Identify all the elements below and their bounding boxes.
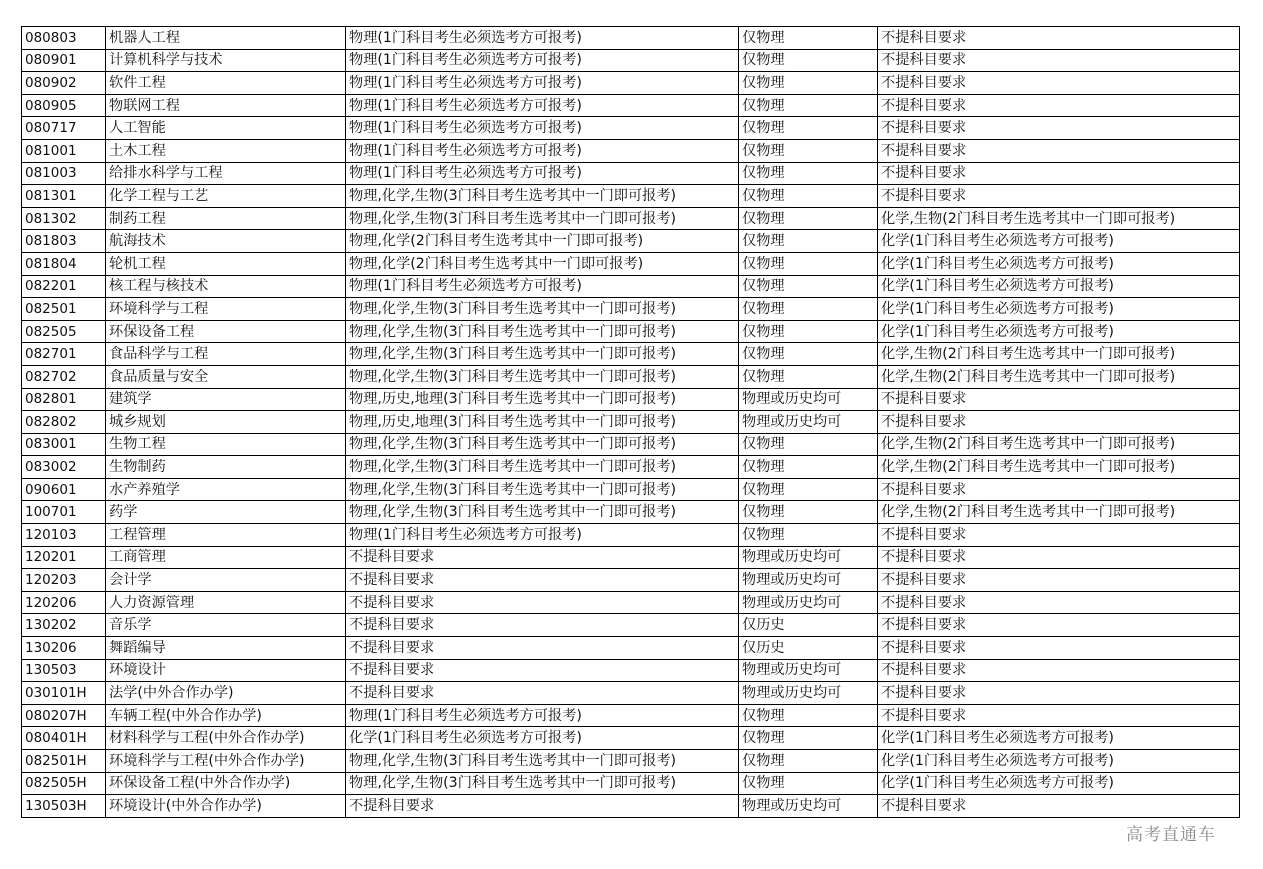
- first-choice-subject-cell: 物理或历史均可: [739, 411, 878, 434]
- major-code-cell: 130206: [22, 637, 106, 660]
- second-choice-subject-cell: 不提科目要求: [878, 478, 1240, 501]
- watermark-text: 高考直通车: [1126, 825, 1216, 845]
- first-choice-subject-cell: 物理或历史均可: [739, 546, 878, 569]
- first-choice-subject-cell: 仅物理: [739, 185, 878, 208]
- old-subject-requirement-cell: 物理,历史,地理(3门科目考生选考其中一门即可报考): [346, 411, 739, 434]
- old-subject-requirement-cell: 物理(1门科目考生必须选考方可报考): [346, 27, 739, 50]
- old-subject-requirement-cell: 物理,历史,地理(3门科目考生选考其中一门即可报考): [346, 388, 739, 411]
- table-row: [22, 772, 1240, 795]
- second-choice-subject-cell: 不提科目要求: [878, 569, 1240, 592]
- old-subject-requirement-cell: 物理,化学,生物(3门科目考生选考其中一门即可报考): [346, 456, 739, 479]
- old-subject-requirement-cell: 物理,化学,生物(3门科目考生选考其中一门即可报考): [346, 320, 739, 343]
- second-choice-subject-cell: 不提科目要求: [878, 659, 1240, 682]
- major-name-cell: 人工智能: [106, 117, 346, 140]
- second-choice-subject-cell: 化学(1门科目考生必须选考方可报考): [878, 727, 1240, 750]
- old-subject-requirement-cell: 物理(1门科目考生必须选考方可报考): [346, 139, 739, 162]
- second-choice-subject-cell: 不提科目要求: [878, 139, 1240, 162]
- major-code-cell: 082501: [22, 298, 106, 321]
- second-choice-subject-cell: 不提科目要求: [878, 591, 1240, 614]
- first-choice-subject-cell: 物理或历史均可: [739, 682, 878, 705]
- second-choice-subject-cell: 化学(1门科目考生必须选考方可报考): [878, 298, 1240, 321]
- second-choice-subject-cell: 化学,生物(2门科目考生选考其中一门即可报考): [878, 456, 1240, 479]
- table-row: [22, 117, 1240, 140]
- old-subject-requirement-cell: 不提科目要求: [346, 546, 739, 569]
- table-row: [22, 546, 1240, 569]
- second-choice-subject-cell: 不提科目要求: [878, 704, 1240, 727]
- major-name-cell: 生物工程: [106, 433, 346, 456]
- major-code-cell: 082505H: [22, 772, 106, 795]
- major-name-cell: 人力资源管理: [106, 591, 346, 614]
- major-name-cell: 环境设计: [106, 659, 346, 682]
- first-choice-subject-cell: 仅物理: [739, 433, 878, 456]
- major-name-cell: 舞蹈编导: [106, 637, 346, 660]
- major-code-cell: 090601: [22, 478, 106, 501]
- table-row: [22, 727, 1240, 750]
- major-name-cell: 食品科学与工程: [106, 343, 346, 366]
- table-row: [22, 411, 1240, 434]
- second-choice-subject-cell: 不提科目要求: [878, 94, 1240, 117]
- second-choice-subject-cell: 不提科目要求: [878, 117, 1240, 140]
- major-code-cell: 081001: [22, 139, 106, 162]
- old-subject-requirement-cell: 物理,化学,生物(3门科目考生选考其中一门即可报考): [346, 750, 739, 773]
- table-row: [22, 478, 1240, 501]
- major-name-cell: 水产养殖学: [106, 478, 346, 501]
- major-name-cell: 车辆工程(中外合作办学): [106, 704, 346, 727]
- old-subject-requirement-cell: 物理,化学,生物(3门科目考生选考其中一门即可报考): [346, 207, 739, 230]
- second-choice-subject-cell: 化学(1门科目考生必须选考方可报考): [878, 230, 1240, 253]
- first-choice-subject-cell: 物理或历史均可: [739, 591, 878, 614]
- major-code-cell: 080401H: [22, 727, 106, 750]
- table-row: [22, 72, 1240, 95]
- old-subject-requirement-cell: 物理(1门科目考生必须选考方可报考): [346, 162, 739, 185]
- first-choice-subject-cell: 仅历史: [739, 614, 878, 637]
- first-choice-subject-cell: 物理或历史均可: [739, 795, 878, 818]
- major-code-cell: 130202: [22, 614, 106, 637]
- table-row: [22, 591, 1240, 614]
- second-choice-subject-cell: 化学,生物(2门科目考生选考其中一门即可报考): [878, 207, 1240, 230]
- table-row: [22, 433, 1240, 456]
- table-row: [22, 501, 1240, 524]
- major-name-cell: 轮机工程: [106, 252, 346, 275]
- major-code-cell: 081003: [22, 162, 106, 185]
- table-row: [22, 49, 1240, 72]
- second-choice-subject-cell: 化学(1门科目考生必须选考方可报考): [878, 252, 1240, 275]
- major-code-cell: 082501H: [22, 750, 106, 773]
- major-code-cell: 120201: [22, 546, 106, 569]
- first-choice-subject-cell: 物理或历史均可: [739, 659, 878, 682]
- major-name-cell: 工商管理: [106, 546, 346, 569]
- major-code-cell: 030101H: [22, 682, 106, 705]
- table-row: [22, 252, 1240, 275]
- first-choice-subject-cell: 仅物理: [739, 524, 878, 547]
- major-code-cell: 082802: [22, 411, 106, 434]
- second-choice-subject-cell: 不提科目要求: [878, 388, 1240, 411]
- table-body: [22, 27, 1240, 818]
- old-subject-requirement-cell: 物理,化学,生物(3门科目考生选考其中一门即可报考): [346, 772, 739, 795]
- old-subject-requirement-cell: 物理,化学(2门科目考生选考其中一门即可报考): [346, 252, 739, 275]
- major-code-cell: 082701: [22, 343, 106, 366]
- first-choice-subject-cell: 仅物理: [739, 501, 878, 524]
- major-code-cell: 083001: [22, 433, 106, 456]
- second-choice-subject-cell: 化学(1门科目考生必须选考方可报考): [878, 772, 1240, 795]
- major-code-cell: 130503H: [22, 795, 106, 818]
- major-name-cell: 制药工程: [106, 207, 346, 230]
- major-name-cell: 环保设备工程: [106, 320, 346, 343]
- major-name-cell: 航海技术: [106, 230, 346, 253]
- old-subject-requirement-cell: 物理(1门科目考生必须选考方可报考): [346, 275, 739, 298]
- major-code-cell: 081804: [22, 252, 106, 275]
- major-name-cell: 环境科学与工程: [106, 298, 346, 321]
- old-subject-requirement-cell: 不提科目要求: [346, 569, 739, 592]
- first-choice-subject-cell: 仅物理: [739, 139, 878, 162]
- old-subject-requirement-cell: 物理(1门科目考生必须选考方可报考): [346, 704, 739, 727]
- old-subject-requirement-cell: 不提科目要求: [346, 591, 739, 614]
- old-subject-requirement-cell: 不提科目要求: [346, 682, 739, 705]
- major-name-cell: 环保设备工程(中外合作办学): [106, 772, 346, 795]
- second-choice-subject-cell: 不提科目要求: [878, 162, 1240, 185]
- major-code-cell: 080901: [22, 49, 106, 72]
- second-choice-subject-cell: 不提科目要求: [878, 614, 1240, 637]
- old-subject-requirement-cell: 物理,化学(2门科目考生选考其中一门即可报考): [346, 230, 739, 253]
- old-subject-requirement-cell: 物理(1门科目考生必须选考方可报考): [346, 94, 739, 117]
- first-choice-subject-cell: 物理或历史均可: [739, 388, 878, 411]
- table-row: [22, 365, 1240, 388]
- first-choice-subject-cell: 仅物理: [739, 298, 878, 321]
- major-name-cell: 建筑学: [106, 388, 346, 411]
- first-choice-subject-cell: 仅物理: [739, 275, 878, 298]
- table-row: [22, 524, 1240, 547]
- first-choice-subject-cell: 仅物理: [739, 207, 878, 230]
- old-subject-requirement-cell: 物理,化学,生物(3门科目考生选考其中一门即可报考): [346, 185, 739, 208]
- second-choice-subject-cell: 不提科目要求: [878, 72, 1240, 95]
- first-choice-subject-cell: 仅物理: [739, 365, 878, 388]
- major-code-cell: 080717: [22, 117, 106, 140]
- major-code-cell: 082702: [22, 365, 106, 388]
- table-row: [22, 343, 1240, 366]
- old-subject-requirement-cell: 物理,化学,生物(3门科目考生选考其中一门即可报考): [346, 365, 739, 388]
- major-name-cell: 机器人工程: [106, 27, 346, 50]
- table-row: [22, 207, 1240, 230]
- old-subject-requirement-cell: 物理,化学,生物(3门科目考生选考其中一门即可报考): [346, 478, 739, 501]
- major-name-cell: 土木工程: [106, 139, 346, 162]
- table-row: [22, 27, 1240, 50]
- major-code-cell: 120206: [22, 591, 106, 614]
- second-choice-subject-cell: 不提科目要求: [878, 185, 1240, 208]
- first-choice-subject-cell: 仅物理: [739, 230, 878, 253]
- major-name-cell: 软件工程: [106, 72, 346, 95]
- major-code-cell: 120103: [22, 524, 106, 547]
- first-choice-subject-cell: 仅物理: [739, 72, 878, 95]
- table-row: [22, 94, 1240, 117]
- second-choice-subject-cell: 不提科目要求: [878, 682, 1240, 705]
- major-name-cell: 药学: [106, 501, 346, 524]
- major-code-cell: 082201: [22, 275, 106, 298]
- major-code-cell: 120203: [22, 569, 106, 592]
- major-name-cell: 法学(中外合作办学): [106, 682, 346, 705]
- major-name-cell: 工程管理: [106, 524, 346, 547]
- first-choice-subject-cell: 仅物理: [739, 343, 878, 366]
- second-choice-subject-cell: 化学(1门科目考生必须选考方可报考): [878, 275, 1240, 298]
- major-requirements-table: [21, 26, 1240, 818]
- first-choice-subject-cell: 仅物理: [739, 27, 878, 50]
- table-row: [22, 185, 1240, 208]
- major-name-cell: 生物制药: [106, 456, 346, 479]
- table-row: [22, 456, 1240, 479]
- major-code-cell: 080902: [22, 72, 106, 95]
- table-row: [22, 388, 1240, 411]
- first-choice-subject-cell: 仅历史: [739, 637, 878, 660]
- second-choice-subject-cell: 化学,生物(2门科目考生选考其中一门即可报考): [878, 433, 1240, 456]
- major-code-cell: 130503: [22, 659, 106, 682]
- major-code-cell: 081803: [22, 230, 106, 253]
- old-subject-requirement-cell: 不提科目要求: [346, 795, 739, 818]
- major-name-cell: 化学工程与工艺: [106, 185, 346, 208]
- major-name-cell: 给排水科学与工程: [106, 162, 346, 185]
- major-name-cell: 音乐学: [106, 614, 346, 637]
- table-row: [22, 298, 1240, 321]
- old-subject-requirement-cell: 不提科目要求: [346, 614, 739, 637]
- second-choice-subject-cell: 化学,生物(2门科目考生选考其中一门即可报考): [878, 365, 1240, 388]
- second-choice-subject-cell: 化学,生物(2门科目考生选考其中一门即可报考): [878, 343, 1240, 366]
- second-choice-subject-cell: 化学(1门科目考生必须选考方可报考): [878, 320, 1240, 343]
- major-code-cell: 080207H: [22, 704, 106, 727]
- table-row: [22, 320, 1240, 343]
- table-row: [22, 704, 1240, 727]
- first-choice-subject-cell: 仅物理: [739, 117, 878, 140]
- first-choice-subject-cell: 物理或历史均可: [739, 569, 878, 592]
- first-choice-subject-cell: 仅物理: [739, 478, 878, 501]
- second-choice-subject-cell: 化学,生物(2门科目考生选考其中一门即可报考): [878, 501, 1240, 524]
- major-name-cell: 城乡规划: [106, 411, 346, 434]
- old-subject-requirement-cell: 物理(1门科目考生必须选考方可报考): [346, 524, 739, 547]
- old-subject-requirement-cell: 物理(1门科目考生必须选考方可报考): [346, 49, 739, 72]
- first-choice-subject-cell: 仅物理: [739, 456, 878, 479]
- old-subject-requirement-cell: 不提科目要求: [346, 637, 739, 660]
- old-subject-requirement-cell: 物理(1门科目考生必须选考方可报考): [346, 117, 739, 140]
- old-subject-requirement-cell: 物理,化学,生物(3门科目考生选考其中一门即可报考): [346, 298, 739, 321]
- table-row: [22, 637, 1240, 660]
- table-row: [22, 659, 1240, 682]
- old-subject-requirement-cell: 物理(1门科目考生必须选考方可报考): [346, 72, 739, 95]
- major-code-cell: 080905: [22, 94, 106, 117]
- first-choice-subject-cell: 仅物理: [739, 750, 878, 773]
- first-choice-subject-cell: 仅物理: [739, 772, 878, 795]
- first-choice-subject-cell: 仅物理: [739, 94, 878, 117]
- table-row: [22, 162, 1240, 185]
- second-choice-subject-cell: 不提科目要求: [878, 524, 1240, 547]
- second-choice-subject-cell: 不提科目要求: [878, 411, 1240, 434]
- second-choice-subject-cell: 不提科目要求: [878, 27, 1240, 50]
- major-code-cell: 081301: [22, 185, 106, 208]
- second-choice-subject-cell: 化学(1门科目考生必须选考方可报考): [878, 750, 1240, 773]
- second-choice-subject-cell: 不提科目要求: [878, 637, 1240, 660]
- first-choice-subject-cell: 仅物理: [739, 252, 878, 275]
- major-name-cell: 食品质量与安全: [106, 365, 346, 388]
- major-code-cell: 081302: [22, 207, 106, 230]
- first-choice-subject-cell: 仅物理: [739, 704, 878, 727]
- table-row: [22, 275, 1240, 298]
- table-row: [22, 795, 1240, 818]
- major-name-cell: 核工程与核技术: [106, 275, 346, 298]
- table-row: [22, 230, 1240, 253]
- old-subject-requirement-cell: 物理,化学,生物(3门科目考生选考其中一门即可报考): [346, 501, 739, 524]
- major-name-cell: 环境科学与工程(中外合作办学): [106, 750, 346, 773]
- table-row: [22, 569, 1240, 592]
- old-subject-requirement-cell: 化学(1门科目考生必须选考方可报考): [346, 727, 739, 750]
- major-name-cell: 会计学: [106, 569, 346, 592]
- first-choice-subject-cell: 仅物理: [739, 49, 878, 72]
- first-choice-subject-cell: 仅物理: [739, 162, 878, 185]
- old-subject-requirement-cell: 物理,化学,生物(3门科目考生选考其中一门即可报考): [346, 433, 739, 456]
- major-code-cell: 082801: [22, 388, 106, 411]
- major-name-cell: 材料科学与工程(中外合作办学): [106, 727, 346, 750]
- major-name-cell: 物联网工程: [106, 94, 346, 117]
- major-code-cell: 100701: [22, 501, 106, 524]
- major-code-cell: 080803: [22, 27, 106, 50]
- second-choice-subject-cell: 不提科目要求: [878, 49, 1240, 72]
- major-code-cell: 082505: [22, 320, 106, 343]
- second-choice-subject-cell: 不提科目要求: [878, 546, 1240, 569]
- table-row: [22, 139, 1240, 162]
- first-choice-subject-cell: 仅物理: [739, 727, 878, 750]
- table-row: [22, 614, 1240, 637]
- second-choice-subject-cell: 不提科目要求: [878, 795, 1240, 818]
- old-subject-requirement-cell: 不提科目要求: [346, 659, 739, 682]
- major-name-cell: 环境设计(中外合作办学): [106, 795, 346, 818]
- table-row: [22, 750, 1240, 773]
- first-choice-subject-cell: 仅物理: [739, 320, 878, 343]
- table-row: [22, 682, 1240, 705]
- major-code-cell: 083002: [22, 456, 106, 479]
- old-subject-requirement-cell: 物理,化学,生物(3门科目考生选考其中一门即可报考): [346, 343, 739, 366]
- major-name-cell: 计算机科学与技术: [106, 49, 346, 72]
